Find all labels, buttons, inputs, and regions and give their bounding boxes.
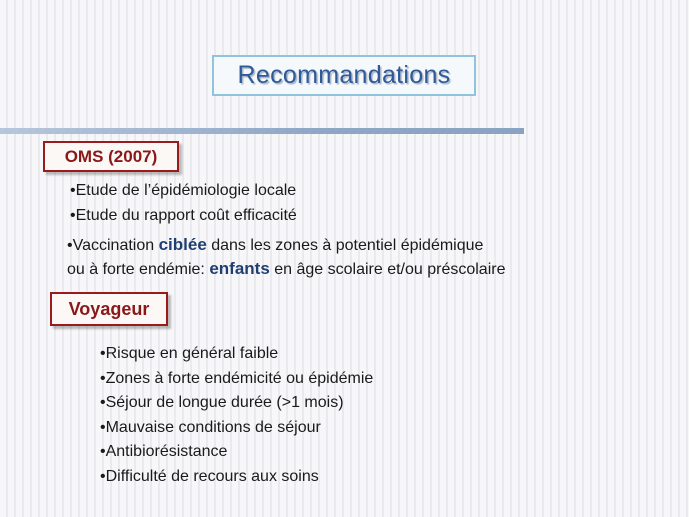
vaccination-paragraph [67, 233, 505, 281]
oms-label: OMS (2007) [64, 146, 158, 166]
oms-tag [43, 141, 179, 172]
oms-bullet: •Etude de l’épidémiologie locale [70, 182, 297, 199]
voyageur-bullet: •Mauvaise conditions de séjour [100, 418, 321, 436]
vaccination-line-2 [67, 257, 505, 281]
voyageur-tag [50, 292, 168, 326]
voyageur-bullet: •Séjour de longue durée (>1 mois) [100, 394, 344, 412]
vaccination-line-1 [67, 233, 505, 257]
voyageur-bullet-list [100, 342, 373, 490]
emphasis-enfants: enfants [209, 259, 270, 278]
oms-bullet-list [70, 178, 297, 228]
oms-bullet: •Etude du rapport coût efficacité [70, 207, 297, 224]
title-box [212, 55, 476, 96]
emphasis-ciblee: ciblée [158, 235, 207, 254]
slide-title: Recommandations [237, 61, 451, 89]
divider-bar [0, 128, 524, 134]
voyageur-bullet: •Antibiorésistance [100, 443, 228, 461]
voyageur-bullet: •Difficulté de recours aux soins [100, 467, 319, 485]
vaccination-text: •Vaccination [67, 237, 159, 254]
vaccination-text: ou à forte endémie: [67, 261, 210, 278]
voyageur-bullet: •Zones à forte endémicité ou épidémie [100, 369, 374, 387]
vaccination-text: dans les zones à potentiel épidémique [206, 237, 484, 254]
voyageur-bullet: •Risque en général faible [100, 345, 279, 362]
voyageur-label: Voyageur [68, 298, 150, 319]
vaccination-text: en âge scolaire et/ou préscolaire [269, 261, 506, 278]
